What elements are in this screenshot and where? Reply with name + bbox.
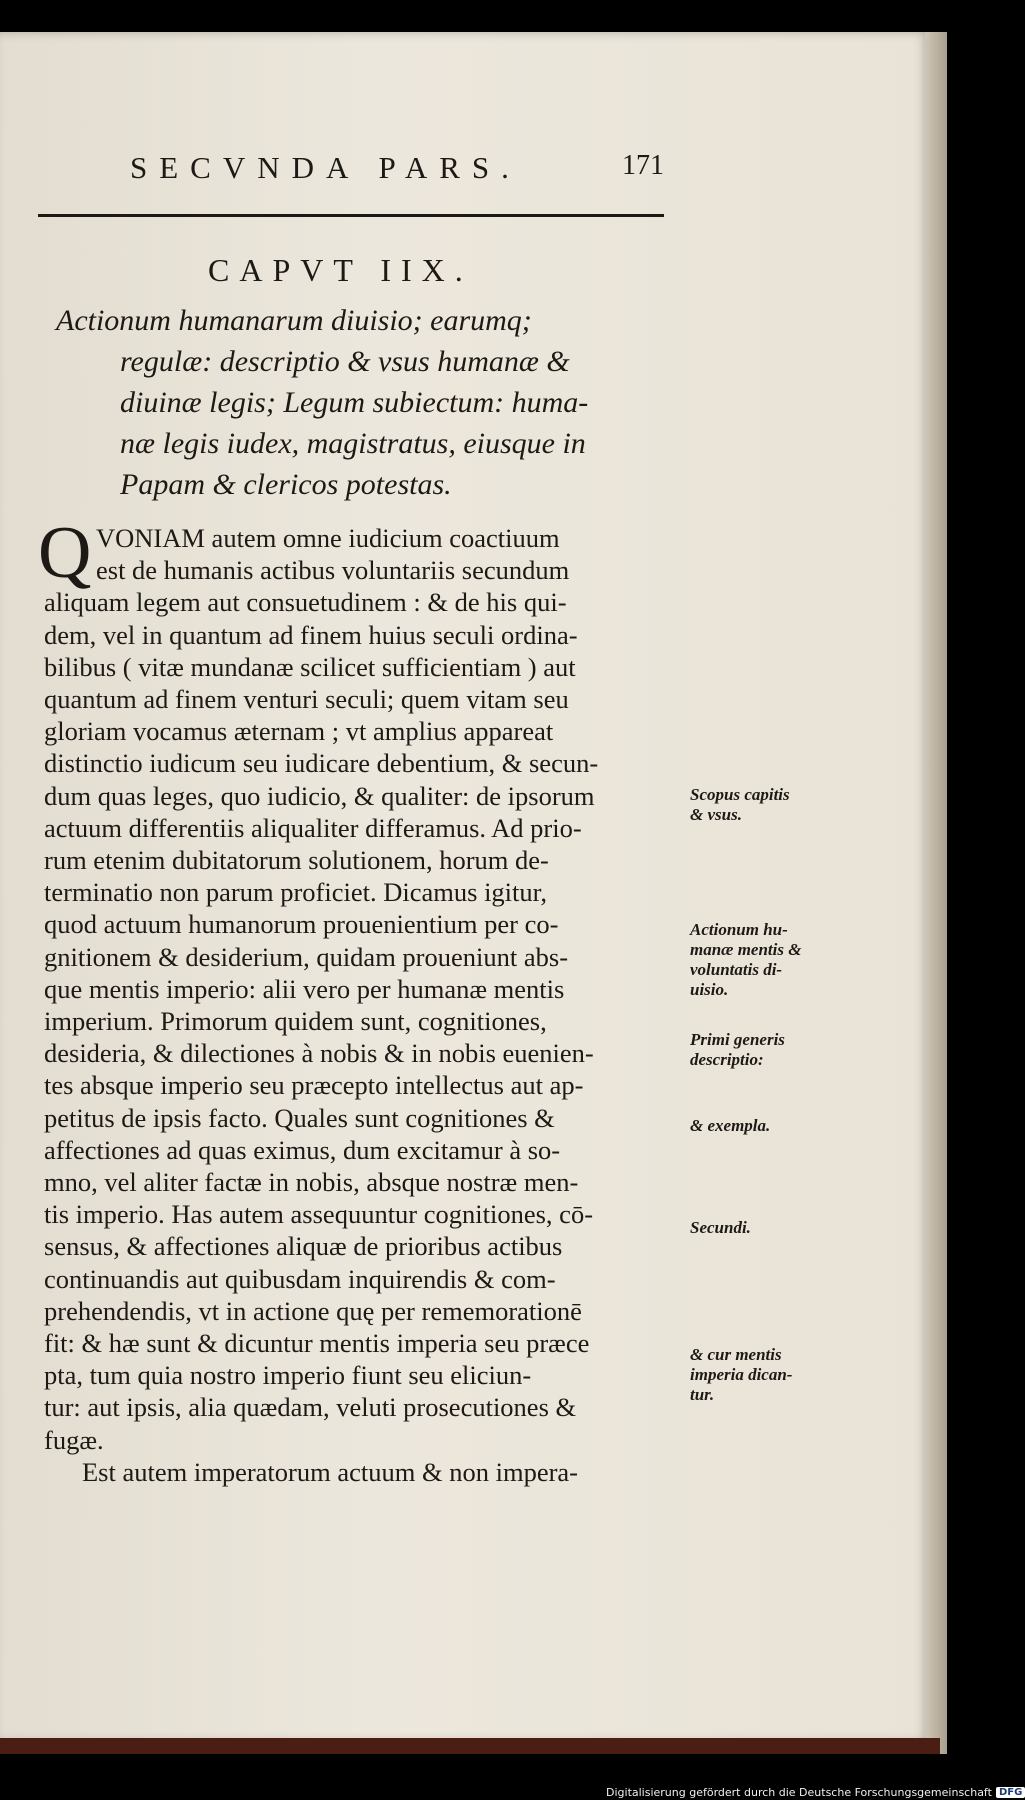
marginal-note bbox=[690, 785, 840, 825]
marginal-note bbox=[690, 920, 840, 1000]
header-rule bbox=[38, 214, 664, 217]
text-line: tis imperio. Has autem assequuntur cognitiones, cō- bbox=[44, 1199, 594, 1230]
marginal-line: & cur mentis bbox=[690, 1345, 782, 1364]
text-line: tur: aut ipsis, alia quædam, veluti prosecutiones & bbox=[44, 1392, 577, 1423]
text-line: rum etenim dubitatorum solutionem, horum de- bbox=[44, 845, 549, 876]
digitization-footer bbox=[606, 1784, 1025, 1800]
marginal-note bbox=[690, 1345, 840, 1405]
marginal-line: Actionum hu- bbox=[690, 920, 788, 939]
text-line: dem, vel in quantum ad finem huius seculi ordina- bbox=[44, 619, 578, 650]
chapter-summary bbox=[56, 300, 676, 505]
marginal-note bbox=[690, 1030, 840, 1070]
summary-line: Papam & clericos potestas. bbox=[120, 468, 452, 501]
dfg-logo-icon: DFG bbox=[996, 1787, 1025, 1798]
marginal-line: tur. bbox=[690, 1385, 715, 1404]
marginal-line: imperia dican- bbox=[690, 1365, 793, 1384]
marginal-line: & vsus. bbox=[690, 805, 742, 824]
text-line: petitus de ipsis facto. Quales sunt cognitiones & bbox=[44, 1102, 555, 1133]
summary-line: regulæ: descriptio & vsus humanæ & bbox=[120, 345, 570, 378]
text-line: que mentis imperio: alii vero per humanæ mentis bbox=[44, 973, 565, 1004]
text-line: fugæ. bbox=[44, 1424, 104, 1455]
marginal-note bbox=[690, 1116, 840, 1136]
text-line: quantum ad finem venturi seculi; quem vitam seu bbox=[44, 684, 569, 715]
text-line: terminatio non parum proficiet. Dicamus igitur, bbox=[44, 877, 548, 908]
marginal-line: manæ mentis & bbox=[690, 940, 802, 959]
text-line: pta, tum quia nostro imperio fiunt seu eliciun- bbox=[44, 1360, 532, 1391]
text-line: quod actuum humanorum prouenientium per co- bbox=[44, 909, 559, 940]
marginal-line: Primi generis bbox=[690, 1030, 785, 1049]
text-line: est de humanis actibus voluntariis secundum bbox=[96, 555, 570, 586]
marginal-line: & exempla. bbox=[690, 1116, 771, 1135]
text-line: desideria, & dilectiones à nobis & in nobis euenien- bbox=[44, 1038, 594, 1069]
text-line: gloriam vocamus æternam ; vt amplius appareat bbox=[44, 716, 554, 747]
text-line: aliquam legem aut consuetudinem : & de his qui- bbox=[44, 587, 567, 618]
text-line: tes absque imperio seu præcepto intellectus aut ap- bbox=[44, 1070, 584, 1101]
text-line: bilibus ( vitæ mundanæ scilicet sufficientiam ) aut bbox=[44, 651, 576, 682]
summary-line: Actionum humanarum diuisio; earumq; bbox=[56, 304, 532, 337]
footer-credit: Digitalisierung gefördert durch die Deutsche Forschungsgemeinschaft bbox=[606, 1785, 992, 1799]
text-line: affectiones ad quas eximus, dum excitamur à so- bbox=[44, 1134, 561, 1165]
text-line: continuandis aut quibusdam inquirendis & com- bbox=[44, 1263, 556, 1294]
text-line: imperium. Primorum quidem sunt, cognitiones, bbox=[44, 1006, 547, 1037]
text-line: distinctio iudicum seu iudicare debentium, & secun- bbox=[44, 748, 599, 779]
marginal-line: voluntatis di- bbox=[690, 960, 783, 979]
summary-line: diuinæ legis; Legum subiectum: huma- bbox=[120, 386, 589, 419]
text-line: sensus, & affectiones aliquæ de prioribus actibus bbox=[44, 1231, 563, 1262]
text-line: gnitionem & desiderium, quidam proueniunt abs- bbox=[44, 941, 569, 972]
chapter-title: CAPVT IIX. bbox=[208, 252, 473, 288]
text-line: VONIAM autem omne iudicium coactiuum bbox=[96, 523, 560, 553]
text-line: fit: & hæ sunt & dicuntur mentis imperia seu præce bbox=[44, 1328, 590, 1359]
text-line: dum quas leges, quo iudicio, & qualiter: de ipsorum bbox=[44, 780, 595, 811]
drop-cap: Q bbox=[38, 512, 92, 594]
marginal-line: descriptio: bbox=[690, 1050, 764, 1069]
text-line: prehendendis, vt in actione quę per rememorationē bbox=[44, 1295, 582, 1326]
text-line: mno, vel aliter factæ in nobis, absque nostræ men- bbox=[44, 1167, 579, 1198]
text-line: actuum differentiis aliqualiter differamus. Ad prio- bbox=[44, 812, 582, 843]
marginal-note bbox=[690, 1218, 840, 1238]
page-number: 171 bbox=[622, 150, 664, 181]
body-text bbox=[44, 522, 684, 1488]
summary-line: næ legis iudex, magistratus, eiusque in bbox=[120, 427, 586, 460]
marginal-line: Secundi. bbox=[690, 1218, 751, 1237]
book-cover-edge bbox=[0, 1738, 940, 1754]
text-line: Est autem imperatorum actuum & non impera- bbox=[82, 1456, 578, 1487]
running-head: SECVNDA PARS. bbox=[130, 150, 521, 185]
marginal-line: Scopus capitis bbox=[690, 785, 790, 804]
page-edge bbox=[925, 32, 947, 1754]
marginal-line: uisio. bbox=[690, 980, 729, 999]
